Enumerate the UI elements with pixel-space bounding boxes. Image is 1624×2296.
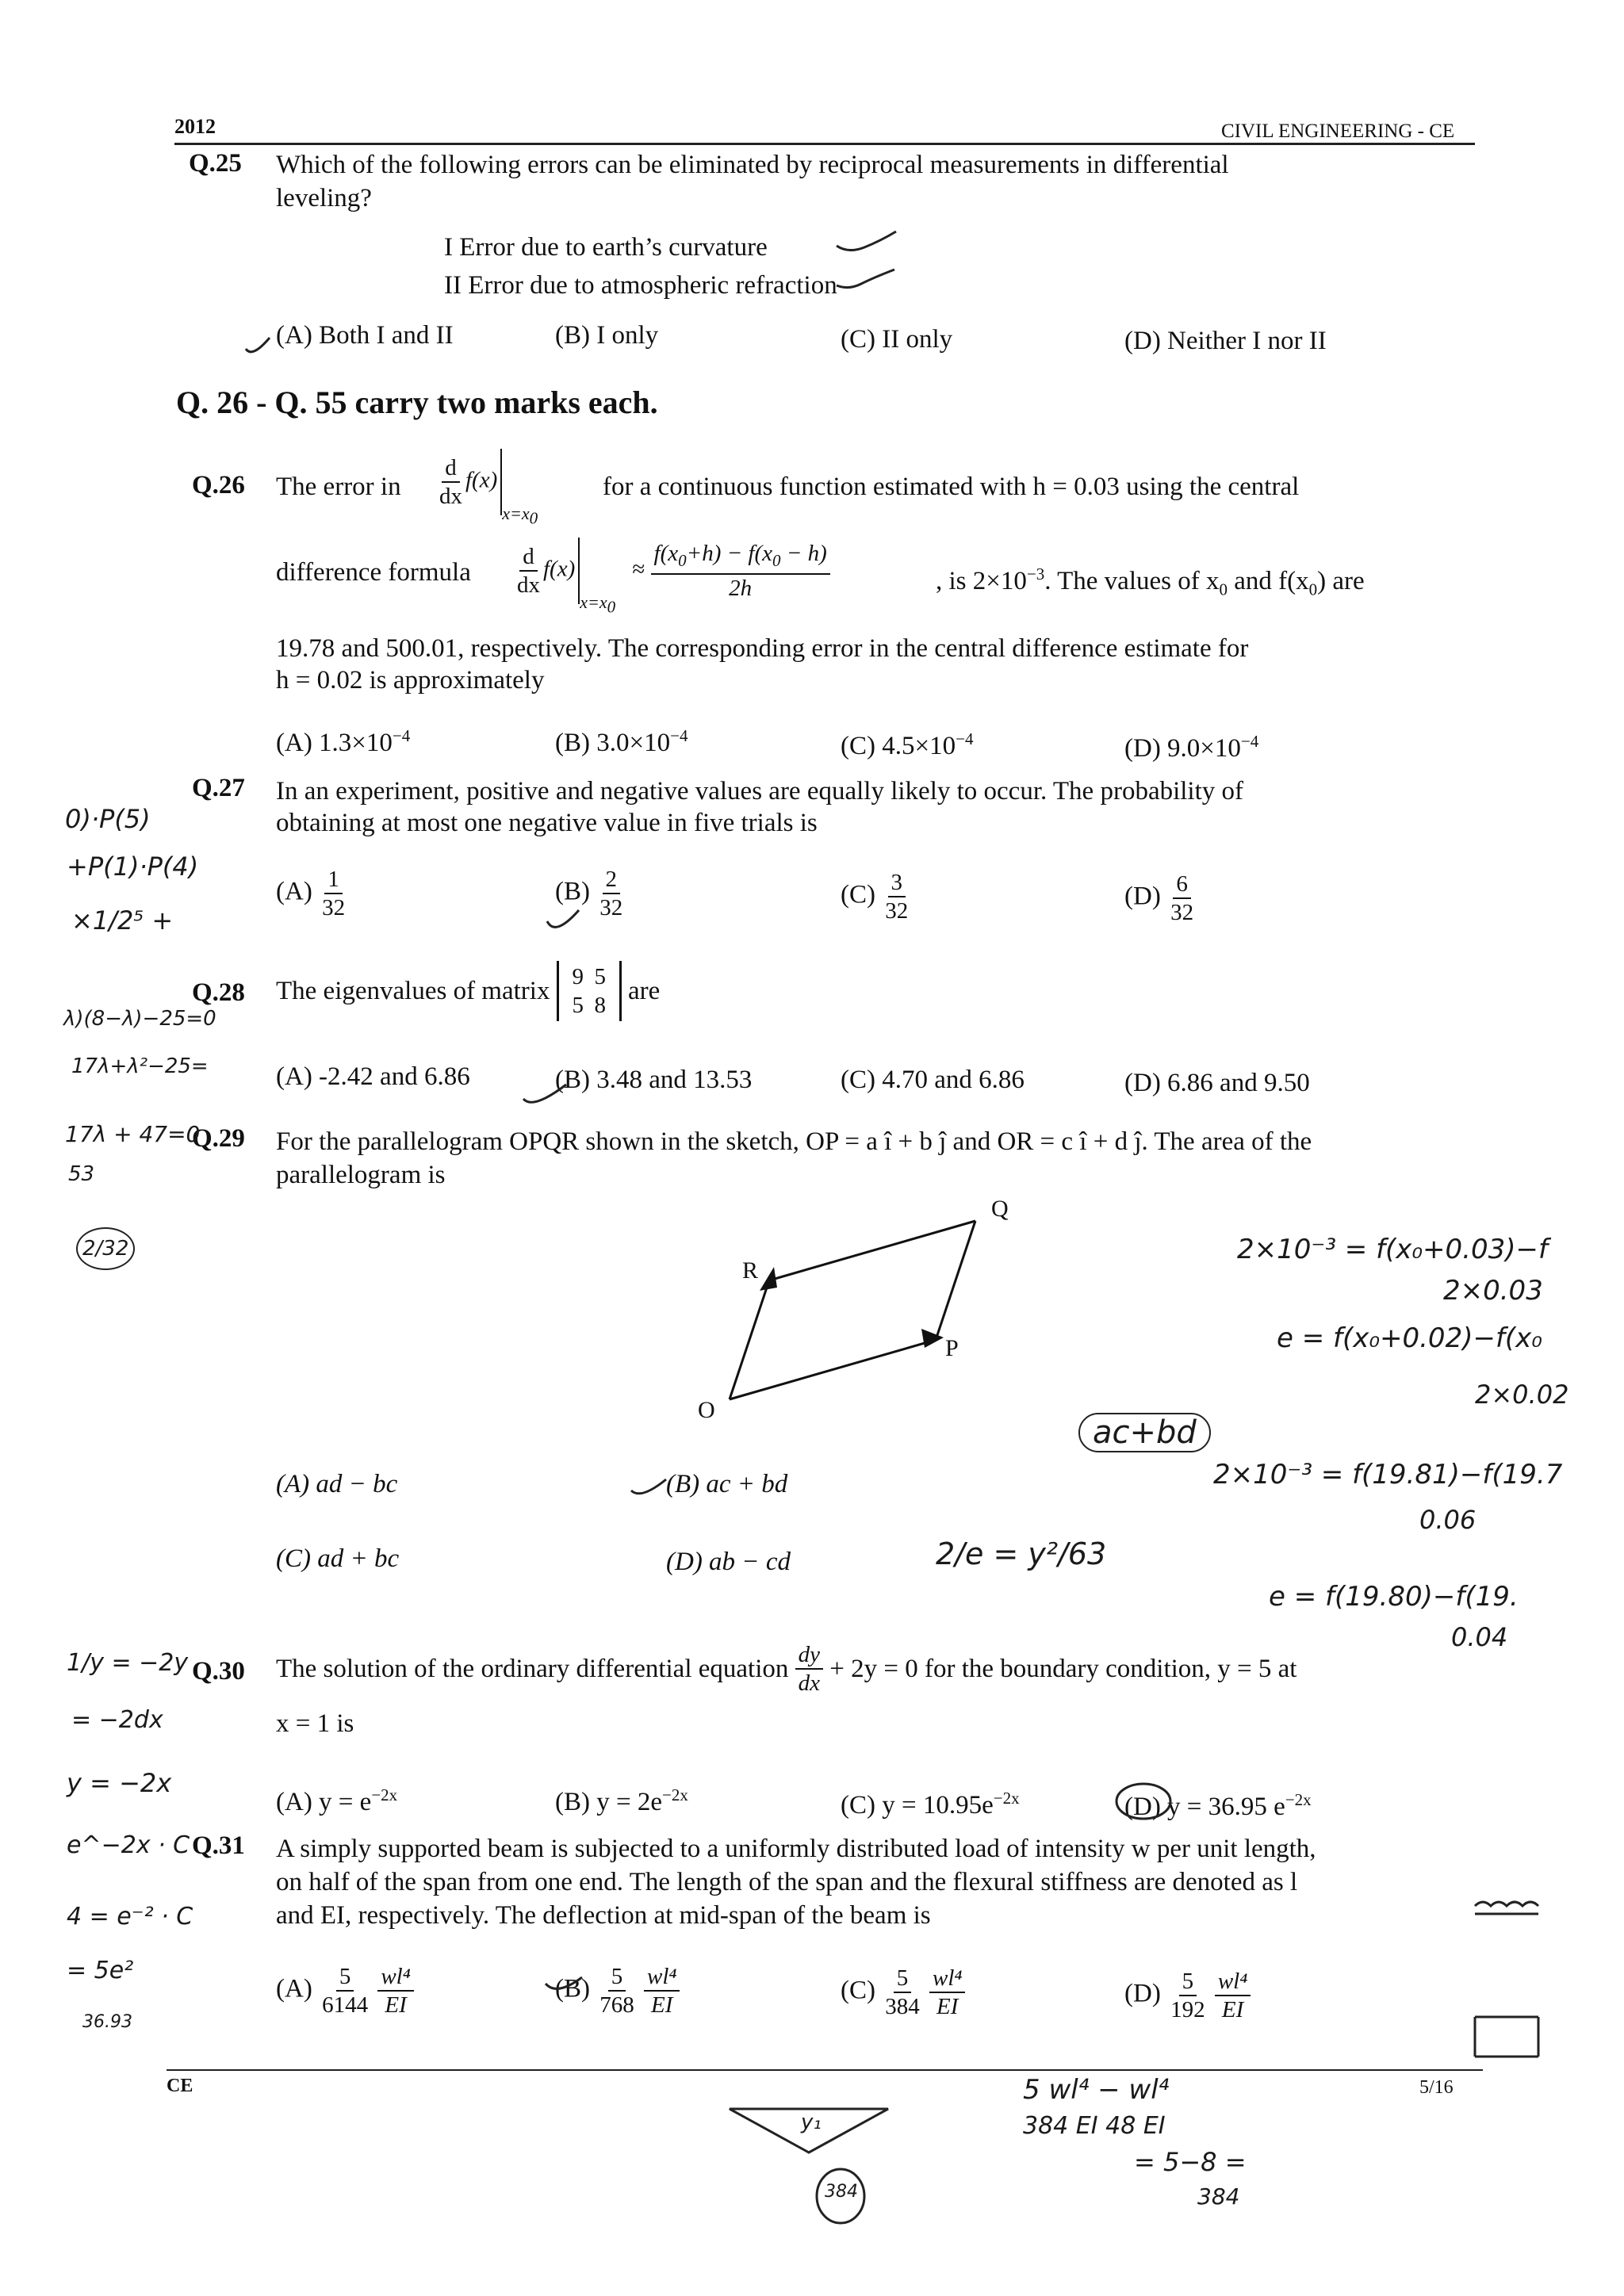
q31-d-tden: EI (1221, 1997, 1244, 2022)
q25-text-line1: Which of the following errors can be eliminated by reciprocal measurements in differential (276, 151, 1229, 179)
q31-a-tnum: wl⁴ (377, 1963, 413, 1992)
hw-ac-bd: ac+bd (1078, 1413, 1211, 1452)
q26-derivative-2: $\frac{d}{dx}$ $f(x)_{x=x_0}$ ≈ $\frac{f(x_0+h) - f(x_0 - h)}{2h}$ (514, 538, 830, 617)
q31-option-b (555, 1963, 680, 2019)
q26-option-d-exp: −4 (1240, 732, 1259, 751)
q25-number: Q.25 (189, 149, 242, 178)
q26-given-values: . The values of x (1044, 567, 1220, 595)
q27-option-d-label: (D) (1124, 882, 1161, 911)
hw-left-4: λ)(8−λ)−25=0 (63, 1007, 216, 1031)
q29-line1: For the parallelogram OPQR shown in the sketch, OP = a î + b ĵ and OR = c î + d ĵ. The area of the (276, 1127, 1312, 1156)
q27-b-num: 2 (603, 866, 621, 894)
footer-rule (167, 2069, 1483, 2071)
beam-load-sketch-icon (1467, 1874, 1546, 2080)
q25-text-line2: leveling? (276, 184, 372, 212)
hw-q30-7: 36.93 (82, 2012, 132, 2032)
q26-line2-b: , is $2\times 10^{-3}$. The values of $x_0$ and $f(x_0)$ are (936, 564, 1365, 599)
q30-d-exp: −2x (1285, 1790, 1312, 1809)
q28-option-a: (A) -2.42 and 6.86 (276, 1062, 470, 1091)
hw-right-2: e = f(x₀+0.02)−f(x₀ (1277, 1322, 1542, 1354)
hw-q30-2: = −2dx (71, 1706, 163, 1734)
q27-number: Q.27 (192, 774, 245, 802)
q26-are: ) are (1317, 567, 1365, 595)
q27-d-den: 32 (1170, 900, 1194, 925)
q30-a-exp: −2x (371, 1785, 398, 1804)
q31-d-num: 5 (1179, 1968, 1197, 1996)
q27-option-c (841, 869, 911, 924)
q27-c-num: 3 (888, 869, 906, 897)
q26-option-c-exp: −4 (956, 729, 974, 748)
q26-derivative-1: $\frac{d}{dx}$ $f(x)_{x=x_0}$ (436, 449, 538, 528)
q30-option-c-text: (C) y = 10.95e (841, 1791, 994, 1820)
q28-m21: 5 (572, 993, 584, 1018)
q28-matrix (557, 961, 622, 1021)
q25-option-b: (B) I only (555, 321, 659, 350)
q30-line1-a: The solution of the ordinary differential equation (276, 1655, 789, 1683)
q30-option-a-text: (A) y = e (276, 1788, 372, 1816)
q31-b-tden: EI (651, 1992, 673, 2018)
hw-left-6: 17λ + 47=0 (65, 1121, 201, 1147)
section-heading: Q. 26 - Q. 55 carry two marks each. (176, 385, 658, 420)
q31-b-num: 5 (608, 1963, 626, 1992)
q27-a-num: 1 (324, 866, 343, 894)
q28-text (276, 961, 660, 1021)
header-year: 2012 (174, 115, 216, 138)
q27-d-num: 6 (1173, 871, 1191, 899)
q31-d-tnum: wl⁴ (1215, 1968, 1251, 1996)
q30-line1: The solution of the ordinary differential equation $\frac{dy}{dx}$ + 2y = 0 for the boundary condition, y = 5 at (276, 1642, 1297, 1696)
q25-item-1: I Error due to earth’s curvature (444, 233, 768, 262)
q30-option-d-text: (D) y = 36.95 e (1124, 1793, 1285, 1821)
q31-line3: and EI, respectively. The deflection at mid-span of the beam is (276, 1901, 931, 1930)
hw-right-4: e = f(19.80)−f(19. (1269, 1581, 1519, 1613)
q29-option-c: (C) ad + bc (276, 1544, 400, 1573)
q28-text-a: The eigenvalues of matrix (276, 977, 550, 1005)
hw-beam-y1: y₁ (801, 2110, 822, 2134)
q26-line3: 19.78 and 500.01, respectively. The corresponding error in the central difference estimate for (276, 634, 1249, 663)
q28-m12: 5 (594, 964, 606, 989)
hw-left-8: 2/32 (76, 1227, 135, 1270)
q27-option-a (276, 866, 348, 921)
figure-label-p: P (945, 1335, 959, 1361)
hw-bottom-2b: 384 (1197, 2183, 1240, 2210)
q26-line1-b: for a continuous function estimated with h = 0.03 using the central (603, 473, 1300, 501)
hw-mid: 2/e = y²/63 (936, 1536, 1107, 1571)
figure-label-o: O (698, 1397, 715, 1423)
q31-option-c (841, 1965, 965, 2020)
q31-a-den: 6144 (322, 1992, 369, 2018)
q31-b-label: (B) (555, 1974, 590, 2003)
q30-option-c (841, 1782, 1020, 1821)
hw-left-5: 17λ+λ²−25= (71, 1054, 209, 1078)
q26-fx0: and f(x (1227, 567, 1309, 595)
hw-right-3: 2×10⁻³ = f(19.81)−f(19.7 (1213, 1459, 1563, 1490)
q31-b-tnum: wl⁴ (644, 1963, 680, 1992)
q28-number: Q.28 (192, 978, 245, 1007)
q25-item-2: II Error due to atmospheric refraction (444, 271, 837, 300)
hw-right-2b: 2×0.02 (1475, 1380, 1569, 1410)
q30-number: Q.30 (192, 1657, 245, 1686)
q31-b-den: 768 (599, 1992, 634, 2018)
q30-option-d (1124, 1784, 1312, 1823)
q28-m22: 8 (594, 993, 606, 1018)
q25-option-d: (D) Neither I nor II (1124, 327, 1327, 355)
q31-d-den: 192 (1170, 1997, 1205, 2022)
q28-option-d: (D) 6.86 and 9.50 (1124, 1069, 1310, 1097)
q31-c-label: (C) (841, 1976, 875, 2005)
q31-line2: on half of the span from one end. The length of the span and the flexural stiffness are denoted as l (276, 1868, 1298, 1896)
hw-left-3: ×1/2⁵ + (71, 905, 174, 936)
q26-number: Q.26 (192, 471, 245, 499)
q27-c-den: 32 (885, 898, 909, 924)
q26-option-b (555, 720, 688, 759)
q27-option-a-label: (A) (276, 877, 312, 906)
hw-q30-1: 1/y = −2y (67, 1649, 189, 1677)
hw-left-7: 53 (68, 1162, 95, 1186)
q30-line1-b: + 2y = 0 for the boundary condition, y = 5 at (829, 1655, 1297, 1683)
q30-option-b-text: (B) y = 2e (555, 1788, 662, 1816)
hw-right-1b: 2×0.03 (1443, 1275, 1543, 1307)
q29-line2: parallelogram is (276, 1161, 446, 1189)
q28-text-b: are (627, 977, 661, 1005)
q27-b-den: 32 (599, 895, 623, 920)
q28-m11: 9 (572, 964, 584, 989)
q26-line2-a: difference formula (276, 558, 471, 587)
hw-q30-3: y = −2x (67, 1768, 172, 1798)
q29-option-b: (B) ac + bd (666, 1470, 788, 1498)
q25-option-a: (A) Both I and II (276, 321, 454, 350)
header-rule (174, 143, 1475, 145)
hw-right-4b: 0.04 (1451, 1622, 1508, 1652)
q31-a-tden: EI (385, 1992, 407, 2018)
check-mark-icon (833, 224, 904, 295)
q31-number: Q.31 (192, 1831, 245, 1860)
q29-option-a: (A) ad − bc (276, 1470, 398, 1498)
q27-line1: In an experiment, positive and negative values are equally likely to occur. The probability of (276, 777, 1244, 806)
q31-c-num: 5 (894, 1965, 912, 1993)
q27-option-d (1124, 871, 1197, 926)
q30-c-exp: −2x (993, 1789, 1020, 1808)
q25-option-c: (C) II only (841, 325, 953, 354)
q31-d-label: (D) (1124, 1979, 1161, 2008)
q26-given-error: , is 2×10 (936, 567, 1027, 595)
q30-option-b (555, 1779, 688, 1818)
q29-option-d: (D) ab − cd (666, 1548, 791, 1576)
q31-c-tnum: wl⁴ (929, 1965, 965, 1993)
q26-option-b-text: (B) 3.0×10 (555, 729, 671, 757)
q26-option-a-text: (A) 1.3×10 (276, 729, 393, 757)
parallelogram-figure (698, 1189, 1031, 1427)
hw-q30-6: = 5e² (67, 1957, 134, 1984)
q26-option-c (841, 723, 973, 762)
q31-option-a (276, 1963, 414, 2019)
hw-beam-384: 384 (825, 2182, 858, 2202)
hw-q30-5: 4 = e⁻² · C (67, 1903, 193, 1931)
q27-line2: obtaining at most one negative value in five trials is (276, 809, 818, 837)
q27-option-b-label: (B) (555, 877, 590, 906)
q30-b-exp: −2x (662, 1785, 688, 1804)
q26-line4: h = 0.02 is approximately (276, 666, 545, 695)
q31-c-den: 384 (885, 1994, 920, 2019)
hw-right-1: 2×10⁻³ = f(x₀+0.03)−f (1237, 1234, 1548, 1265)
q31-option-d (1124, 1968, 1251, 2023)
q28-option-b: (B) 3.48 and 13.53 (555, 1066, 753, 1094)
q30-option-a (276, 1779, 397, 1818)
hw-bottom-1: 5 wl⁴ − wl⁴ (1023, 2074, 1170, 2106)
q28-option-c: (C) 4.70 and 6.86 (841, 1066, 1025, 1094)
hw-left-1: 0)·P(5) (65, 804, 151, 834)
hw-bottom-2: = 5−8 = (1134, 2147, 1247, 2177)
q26-option-b-exp: −4 (670, 726, 688, 745)
q26-option-d-text: (D) 9.0×10 (1124, 734, 1241, 763)
figure-label-r: R (742, 1257, 759, 1284)
figure-label-q: Q (991, 1196, 1009, 1222)
q26-option-a (276, 720, 410, 759)
hw-q30-4: e^−2x · C (67, 1831, 190, 1859)
hw-bottom-1b: 384 EI 48 EI (1023, 2112, 1166, 2140)
q31-line1: A simply supported beam is subjected to a uniformly distributed load of intensity w per unit length, (276, 1835, 1316, 1863)
q27-option-b (555, 866, 626, 921)
q26-option-a-exp: −4 (392, 726, 411, 745)
q30-line2: x = 1 is (276, 1709, 354, 1738)
q31-c-tden: EI (936, 1994, 959, 2019)
hw-right-3b: 0.06 (1419, 1505, 1477, 1535)
q31-a-num: 5 (336, 1963, 354, 1992)
q27-option-c-label: (C) (841, 880, 875, 909)
footer-page: 5/16 (1419, 2077, 1454, 2098)
q26-line1-a: The error in (276, 473, 401, 501)
header-subject: CIVIL ENGINEERING - CE (1221, 121, 1455, 142)
q26-option-d (1124, 725, 1258, 764)
q26-option-c-text: (C) 4.5×10 (841, 732, 956, 760)
q27-a-den: 32 (322, 895, 346, 920)
q29-number: Q.29 (192, 1124, 245, 1153)
hw-left-2: +P(1)·P(4) (67, 851, 199, 882)
footer-left: CE (167, 2076, 193, 2096)
q31-a-label: (A) (276, 1974, 312, 2003)
